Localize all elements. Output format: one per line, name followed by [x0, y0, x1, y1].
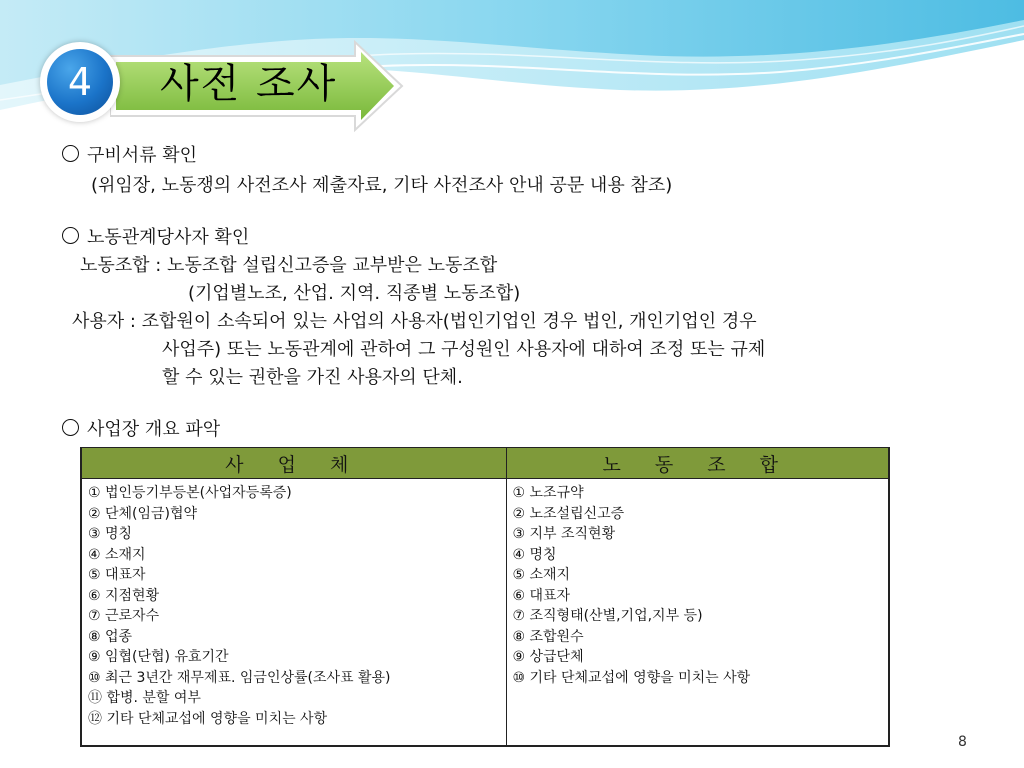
list-item: ① 노조규약 — [512, 485, 584, 501]
list-item: ⑨ 임협(단협) 유효기간 — [88, 649, 229, 665]
list-item: ② 노조설립신고증 — [512, 505, 625, 522]
list-item: ④ 명칭 — [512, 546, 557, 563]
circle-bullet-icon — [62, 227, 79, 244]
list-item: ⑨ 상급단체 — [512, 649, 584, 665]
list-item: ⑥ 지점현황 — [88, 587, 160, 604]
company-items-cell — [81, 479, 506, 747]
checklist-table — [80, 447, 890, 747]
section-number: 4 — [47, 49, 113, 115]
list-item: ① 법인등기부등본(사업자등록증) — [88, 485, 292, 501]
list-item: ⑤ 소재지 — [512, 567, 571, 583]
circle-bullet-icon — [62, 145, 79, 162]
page-number: 8 — [958, 734, 967, 750]
parties-heading: 노동관계당사자 확인 — [87, 227, 250, 248]
union-sub: (기업별노조, 산업. 지역. 직종별 노동조합) — [188, 283, 521, 304]
list-item: ⑪ 합병. 분할 여부 — [88, 690, 201, 706]
list-item: ③ 명칭 — [88, 526, 133, 542]
employer-line-3: 할 수 있는 권한을 가진 사용자의 단체. — [162, 367, 463, 388]
list-item: ② 단체(임금)협약 — [88, 505, 198, 522]
company-column-header: 사 업 체 — [81, 448, 506, 479]
list-item: ⑤ 대표자 — [88, 567, 146, 583]
union-line: 노동조합 : 노동조합 설립신고증을 교부받은 노동조합 — [80, 255, 498, 276]
table-row — [81, 479, 889, 747]
docs-heading-line — [62, 144, 197, 168]
list-item: ⑫ 기타 단체교섭에 영향을 미치는 사항 — [88, 710, 328, 727]
list-item: ⑩ 기타 단체교섭에 영향을 미치는 사항 — [512, 669, 751, 686]
list-item: ③ 지부 조직현황 — [512, 526, 616, 542]
workplace-heading: 사업장 개요 파악 — [87, 419, 221, 440]
docs-sub: (위임장, 노동쟁의 사전조사 제출자료, 기타 사전조사 안내 공문 내용 참조) — [91, 175, 673, 196]
section-number-badge — [40, 42, 120, 122]
table-header-row — [81, 448, 889, 479]
list-item: ⑧ 조합원수 — [512, 628, 584, 645]
union-items-cell — [506, 479, 889, 747]
list-item: ⑧ 업종 — [88, 628, 133, 645]
list-item: ⑦ 조직형태(산별,기업,지부 등) — [512, 608, 703, 624]
employer-line: 사용자 : 조합원이 소속되어 있는 사업의 사용자(법인기업인 경우 법인, 개인기업인 경우 — [72, 311, 757, 332]
docs-heading: 구비서류 확인 — [87, 145, 198, 166]
union-column-header: 노 동 조 합 — [506, 448, 889, 479]
circle-bullet-icon — [62, 419, 79, 436]
parties-heading-line — [62, 226, 249, 250]
list-item: ⑩ 최근 3년간 재무제표. 임금인상률(조사표 활용) — [88, 669, 391, 686]
workplace-heading-line — [62, 418, 220, 442]
employer-line-2: 사업주) 또는 노동관계에 관하여 그 구성원인 사용자에 대하여 조정 또는 규제 — [162, 339, 766, 360]
list-item: ④ 소재지 — [88, 546, 146, 563]
list-item: ⑥ 대표자 — [512, 587, 571, 604]
list-item: ⑦ 근로자수 — [88, 608, 160, 624]
slide-title: 사전 조사 — [160, 61, 338, 107]
